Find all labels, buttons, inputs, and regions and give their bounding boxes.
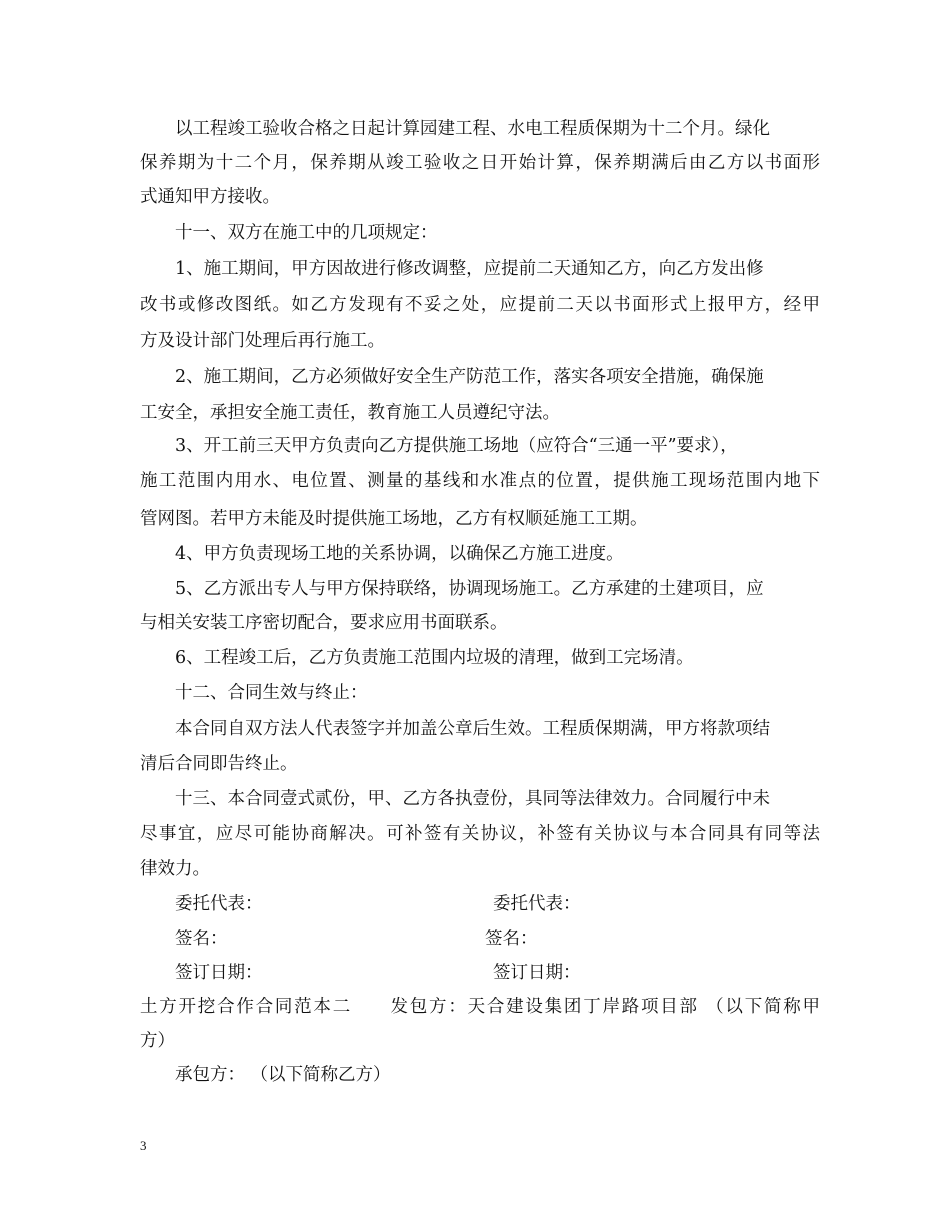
paragraph-line: 式通知甲方接收。: [140, 187, 280, 207]
paragraph-line: 4、甲方负责现场工地的关系协调，以确保乙方施工进度。: [175, 544, 624, 564]
paragraph-line: 本合同自双方法人代表签字并加盖公章后生效。工程质保期满，甲方将款项结: [175, 719, 770, 739]
paragraph-line: 清后合同即告终止。: [140, 754, 298, 774]
paragraph-line: 2、施工期间，乙方必须做好安全生产防范工作，落实各项安全措施，确保施: [175, 367, 764, 387]
paragraph-line: 律效力。: [140, 859, 210, 879]
contract-two-heading-continued: 方）: [140, 1031, 175, 1051]
left-signature-label: 签名：: [175, 929, 228, 949]
left-representative-label: 委托代表：: [175, 894, 263, 914]
paragraph-line: 与相关安装工序密切配合，要求应用书面联系。: [140, 613, 508, 633]
paragraph-line: 3、开工前三天甲方负责向乙方提供施工场地（应符合“三通一平”要求），: [175, 436, 738, 456]
paragraph-line: 改书或修改图纸。如乙方发现有不妥之处，应提前二天以书面形式上报甲方，经甲: [140, 295, 820, 315]
paragraph-line: 方及设计部门处理后再行施工。: [140, 331, 385, 351]
left-date-label: 签订日期：: [175, 963, 263, 983]
paragraph-line: 管网图。若甲方未能及时提供施工场地，乙方有权顺延施工工期。: [140, 509, 648, 529]
paragraph-line: 工安全，承担安全施工责任，教育施工人员遵纪守法。: [140, 403, 560, 423]
page-number: 3: [140, 1138, 147, 1153]
paragraph-line: 6、工程竣工后，乙方负责施工范围内垃圾的清理，做到工完场清。: [175, 648, 694, 668]
paragraph-line: 尽事宜，应尽可能协商解决。可补签有关协议，补签有关协议与本合同具有同等法: [140, 824, 820, 844]
paragraph-line: 以工程竣工验收合格之日起计算园建工程、水电工程质保期为十二个月。绿化: [175, 119, 770, 139]
section-heading: 十一、双方在施工中的几项规定：: [175, 223, 438, 243]
paragraph-line: 1、施工期间，甲方因故进行修改调整，应提前二天通知乙方，向乙方发出修: [175, 259, 764, 279]
contract-two-heading: 土方开挖合作合同范本二 发包方：天合建设集团丁岸路项目部 （以下简称甲: [140, 997, 820, 1017]
paragraph-line: 保养期为十二个月，保养期从竣工验收之日开始计算，保养期满后由乙方以书面形: [140, 153, 820, 173]
right-date-label: 签订日期：: [493, 963, 581, 983]
paragraph-line: 十三、本合同壹式贰份，甲、乙方各执壹份，具同等法律效力。合同履行中未: [175, 789, 770, 809]
section-heading: 十二、合同生效与终止：: [175, 683, 368, 703]
paragraph-line: 施工范围内用水、电位置、测量的基线和水准点的位置，提供施工现场范围内地下: [140, 471, 820, 491]
right-signature-label: 签名：: [485, 929, 538, 949]
contractor-line: 承包方： （以下简称乙方）: [175, 1065, 391, 1085]
paragraph-line: 5、乙方派出专人与甲方保持联络，协调现场施工。乙方承建的土建项目，应: [175, 579, 764, 599]
right-representative-label: 委托代表：: [493, 894, 581, 914]
